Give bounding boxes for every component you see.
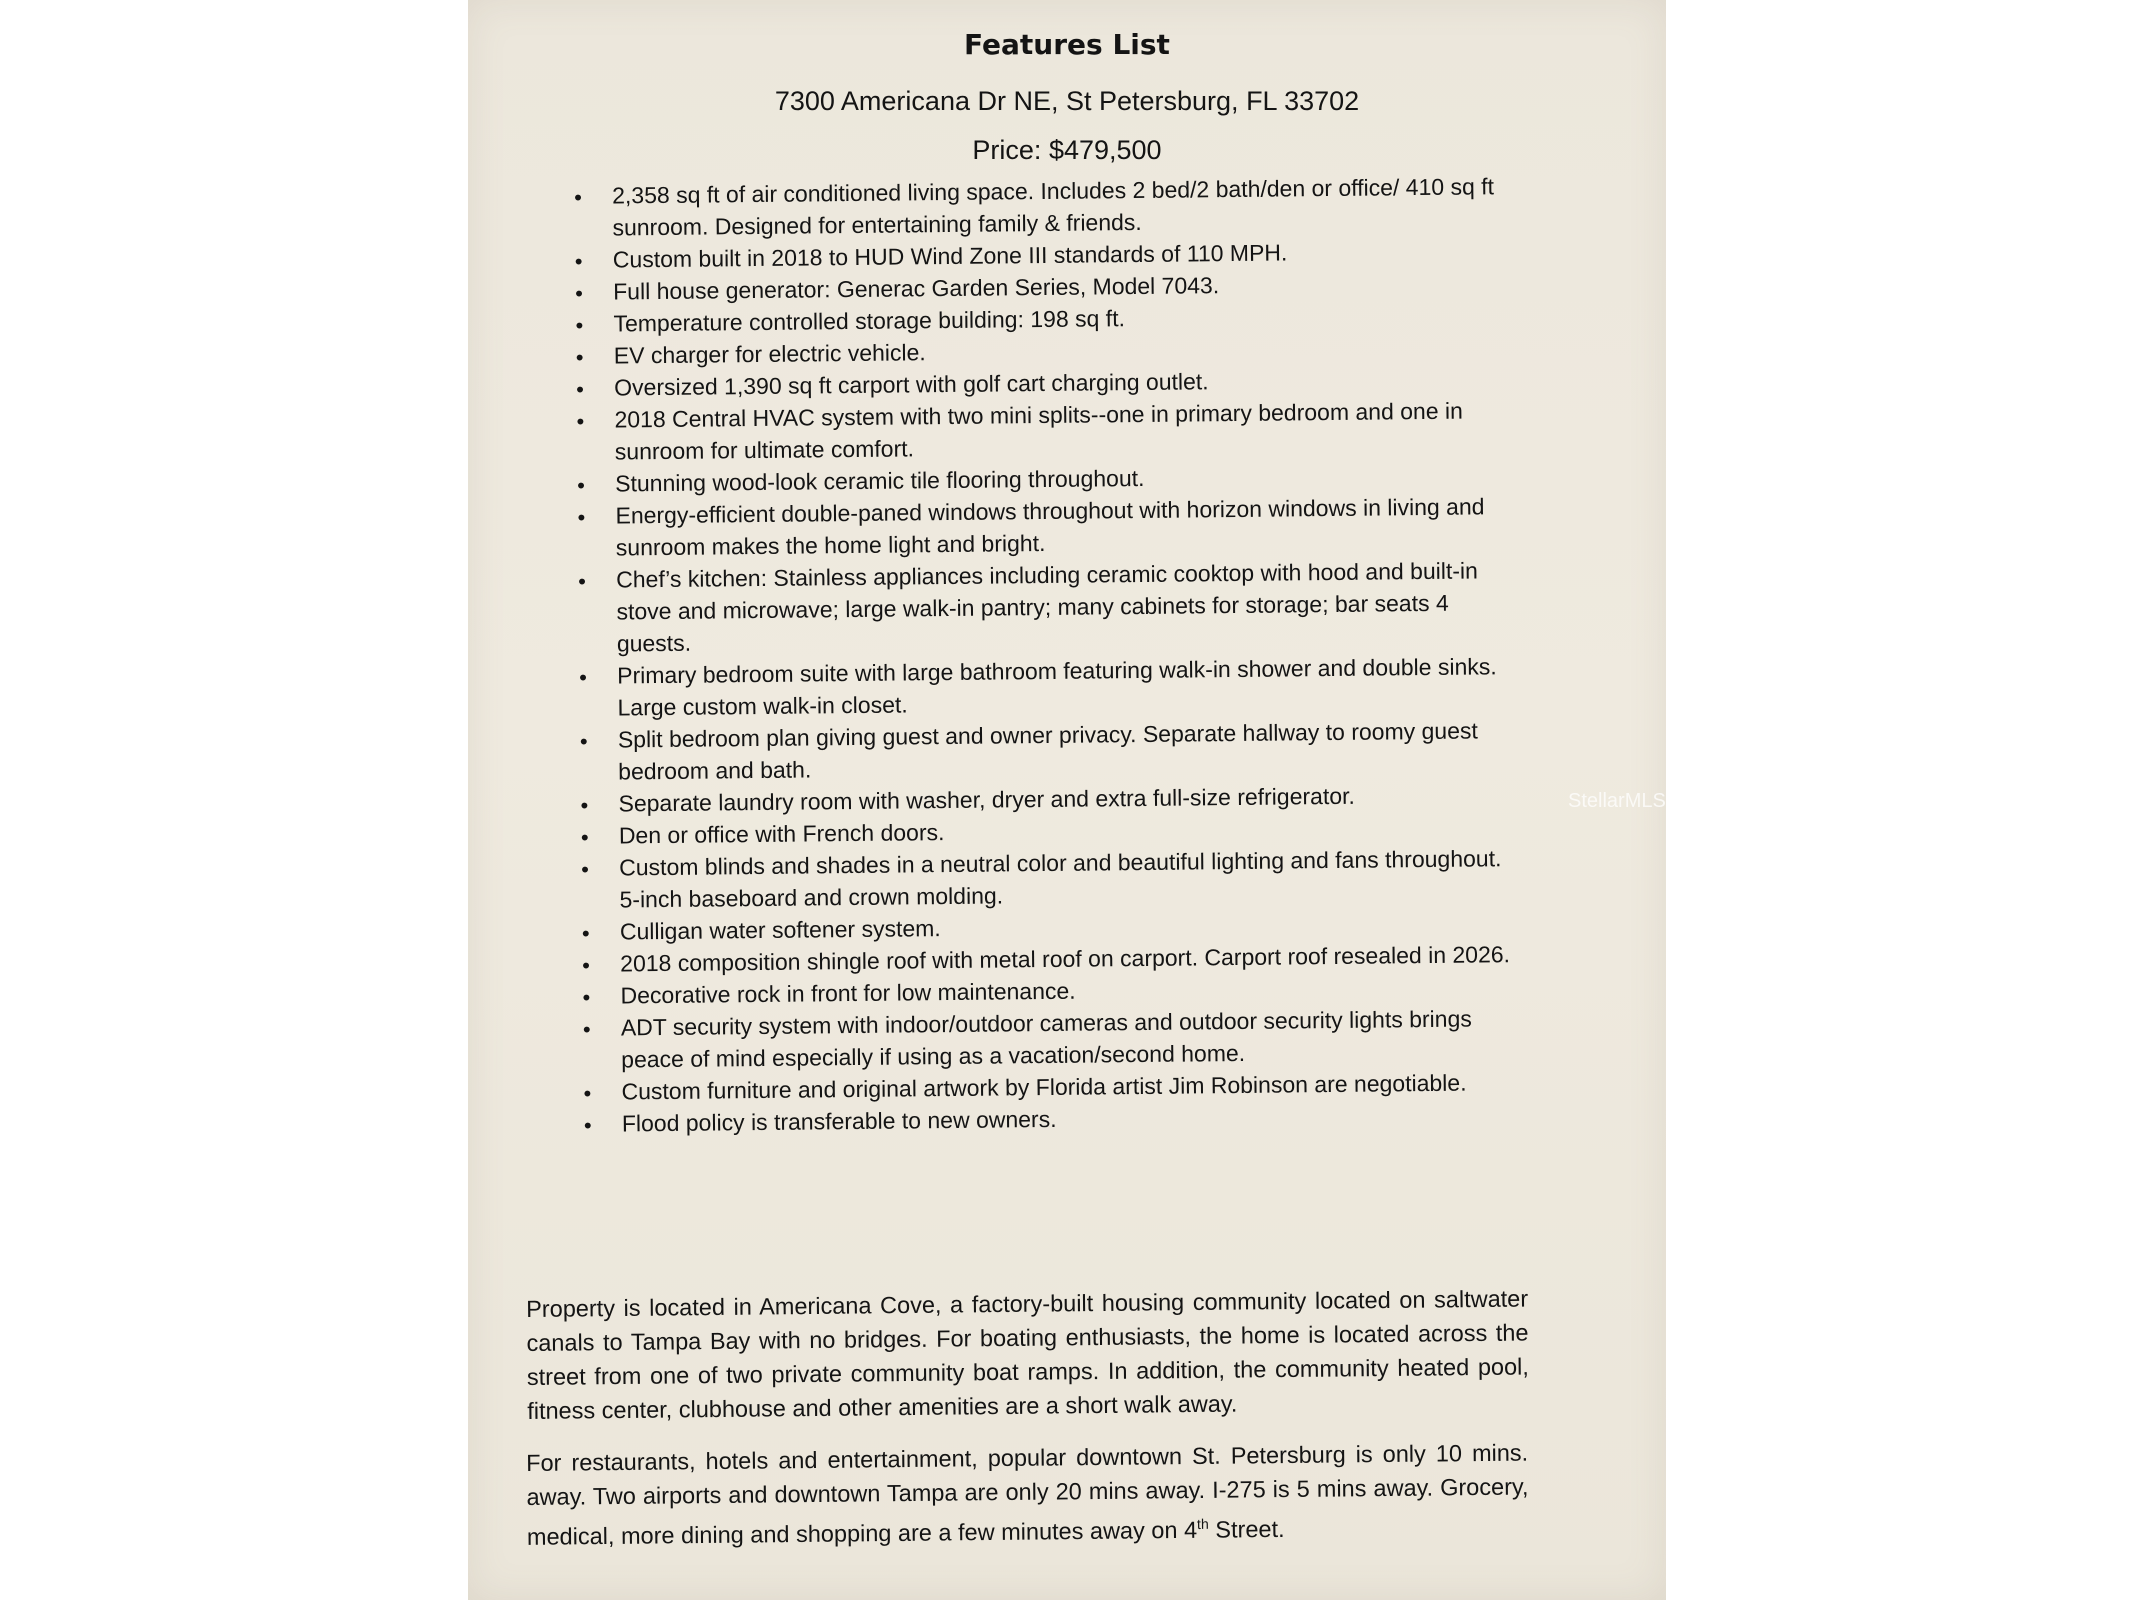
feature-item: • Temperature controlled storage building: 198 sq ft. <box>565 298 1505 340</box>
feature-item: • Full house generator: Generac Garden Series, Model 7043. <box>565 266 1505 308</box>
watermark: StellarMLS <box>1568 790 1666 812</box>
feature-item: • Split bedroom plan giving guest and owner privacy. Separate hallway to roomy guest bedroom and bath. <box>570 714 1511 788</box>
feature-item: • Energy-efficient double-paned windows throughout with horizon windows in living and sunroom makes the home light and bright. <box>567 490 1508 564</box>
feature-item: • Stunning wood-look ceramic tile flooring throughout. <box>567 458 1507 500</box>
feature-item: • EV charger for electric vehicle. <box>566 330 1506 372</box>
feature-item: • 2018 composition shingle roof with metal roof on carport. Carport roof resealed in 2026. <box>572 938 1512 980</box>
nearby-paragraph <box>526 1435 1529 1553</box>
feature-item: • Custom built in 2018 to HUD Wind Zone III standards of 110 MPH. <box>565 234 1505 276</box>
page-title: Features List <box>964 28 1170 61</box>
feature-item: • Flood policy is transferable to new owners. <box>574 1098 1514 1140</box>
features-sheet <box>468 0 1666 1600</box>
feature-item: • Decorative rock in front for low maintenance. <box>572 970 1512 1012</box>
feature-item: • 2,358 sq ft of air conditioned living space. Includes 2 bed/2 bath/den or office/ 410 sq ft sunroom. Designed for entertaining family & friends. <box>564 170 1505 244</box>
feature-item: • Chef’s kitchen: Stainless appliances including ceramic cooktop with hood and built-in stove and microwave; large walk-in pantry; many cabinets for storage; bar seats 4 guests. <box>568 554 1509 660</box>
feature-item: • Primary bedroom suite with large bathroom featuring walk-in shower and double sinks. Large custom walk-in closet. <box>569 650 1510 724</box>
location-paragraph: Property is located in Americana Cove, a factory-built housing community located on saltwater canals to Tampa Bay with no bridges. For boating enthusiasts, the home is located across the street from one of two private community boat ramps. In addition, the community heated pool, fitness center, clubhouse and other amenities are a short walk away. <box>526 1285 1529 1424</box>
property-address: 7300 Americana Dr NE, St Petersburg, FL 33702 <box>774 86 1360 116</box>
feature-item: • Separate laundry room with washer, dryer and extra full-size refrigerator. <box>570 778 1510 820</box>
feature-item: • Culligan water softener system. <box>572 906 1512 948</box>
feature-item: • Oversized 1,390 sq ft carport with golf cart charging outlet. <box>566 362 1506 404</box>
feature-item: • 2018 Central HVAC system with two mini splits--one in primary bedroom and one in sunroom for ultimate comfort. <box>566 394 1507 468</box>
nearby-paragraph-text: For restaurants, hotels and entertainment, popular downtown St. Petersburg is only 10 mins. away. Two airports and downtown Tampa are only 20 mins away. I-275 is 5 mins away. Grocery, medical, more dining and shopping are a few minutes away on 4 <box>526 1439 1529 1550</box>
feature-item: • ADT security system with indoor/outdoor cameras and outdoor security lights brings peace of mind especially if using as a vacation/second home. <box>573 1002 1514 1076</box>
nearby-paragraph-end: Street. <box>1208 1515 1285 1543</box>
feature-item: • Custom furniture and original artwork by Florida artist Jim Robinson are negotiable. <box>573 1066 1513 1108</box>
property-price: Price: $479,500 <box>972 135 1162 165</box>
feature-item: • Den or office with French doors. <box>571 810 1511 852</box>
ordinal-suffix: th <box>1196 1515 1209 1532</box>
feature-item: • Custom blinds and shades in a neutral color and beautiful lighting and fans throughout. 5-inch baseboard and crown molding. <box>571 842 1512 916</box>
features-list <box>564 170 1514 1140</box>
